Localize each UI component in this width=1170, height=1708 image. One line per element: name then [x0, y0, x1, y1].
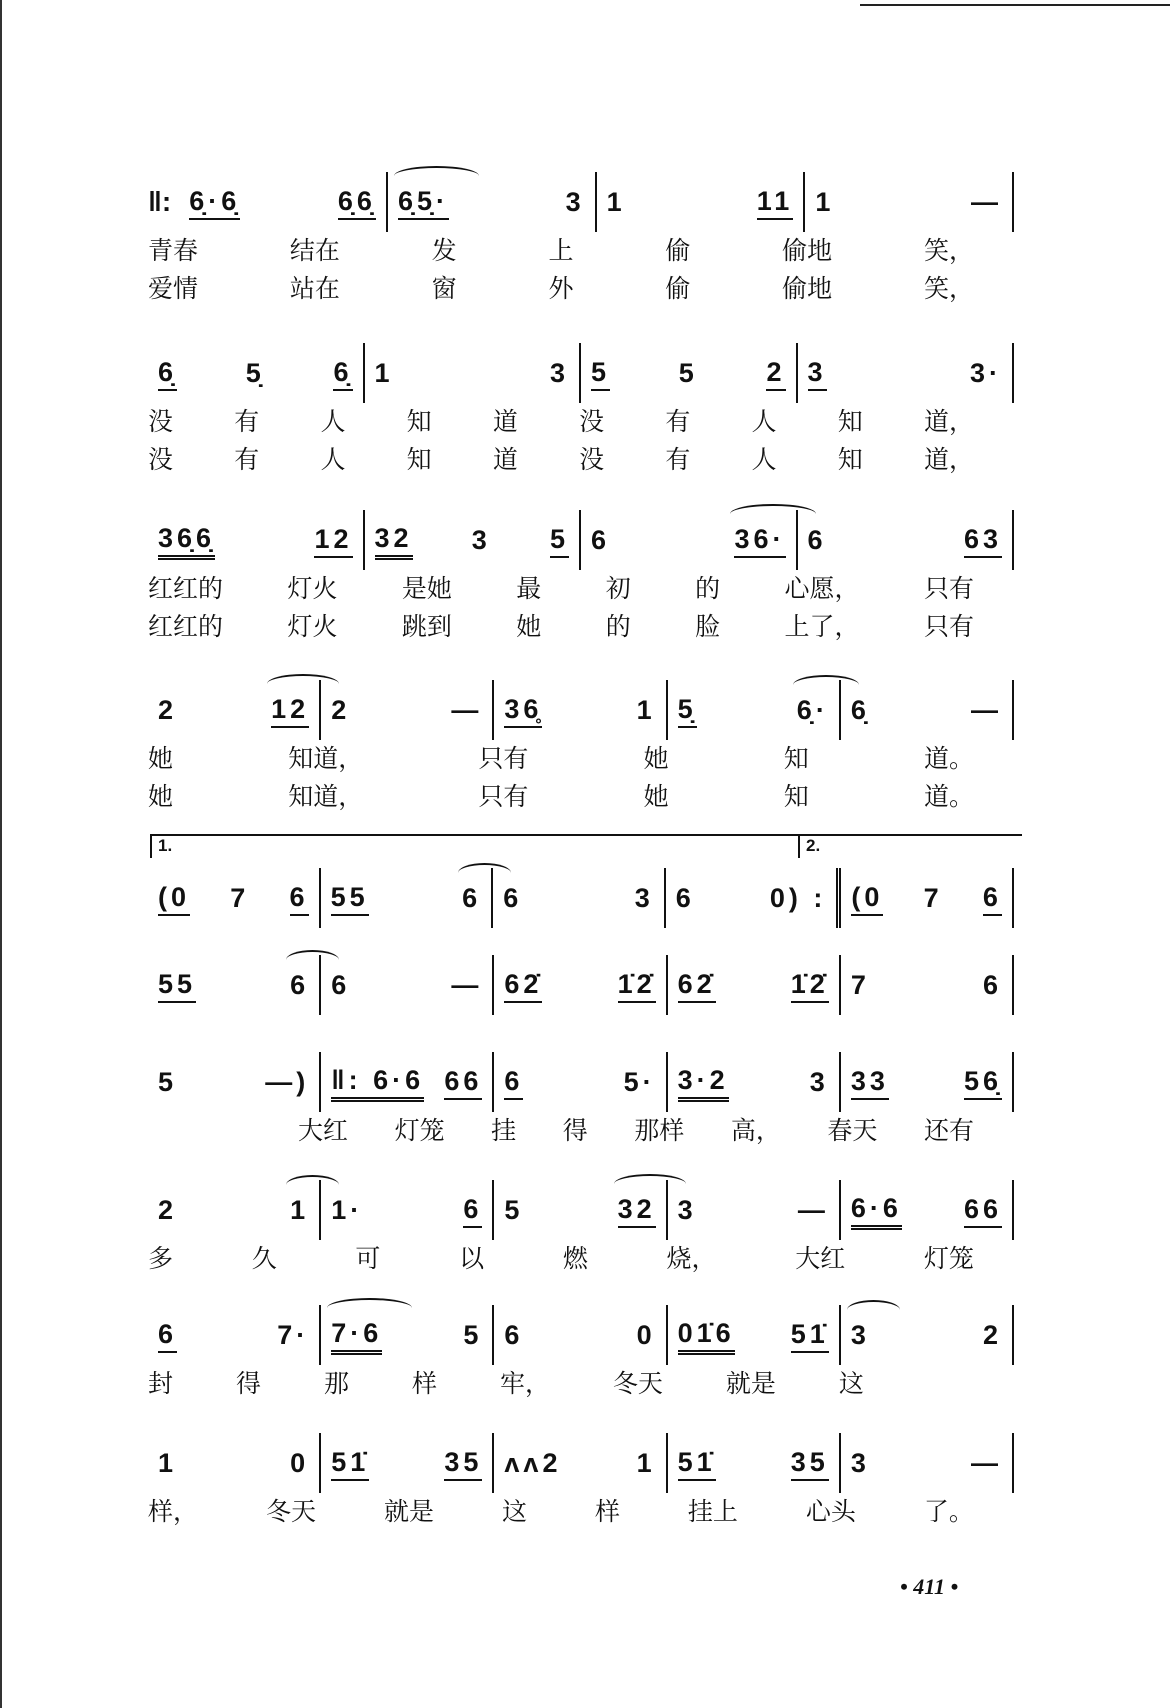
note-group: 56̣: [964, 1064, 1002, 1100]
note-group: 2: [766, 355, 785, 391]
lyric-syllable: 大红: [298, 1117, 349, 1145]
measure: [668, 1052, 841, 1112]
lyric-syllable: 知道，: [288, 745, 364, 773]
measure: [148, 343, 365, 403]
note-group: 6: [331, 970, 351, 1000]
note-group: 5: [504, 1195, 524, 1225]
note-group: 6̣: [158, 355, 177, 391]
measure: [841, 680, 1014, 740]
note-group: 55: [158, 967, 196, 1003]
lyric-syllable: 青春: [148, 237, 199, 265]
measure: [494, 1433, 667, 1493]
note-group: 5: [591, 355, 610, 391]
lyric-syllable: 她: [148, 783, 174, 811]
note-group: 3: [549, 358, 569, 388]
lyric-syllable: 有: [665, 446, 691, 474]
measure: [668, 955, 841, 1015]
lyrics-verse-1: [148, 1112, 1014, 1150]
measure: [365, 343, 582, 403]
notes-row: [148, 1052, 1014, 1112]
note-group: 12: [271, 692, 309, 728]
lyric-syllable: 初: [605, 575, 631, 603]
lyric-syllable: 高，: [730, 1117, 781, 1145]
note-group: 2: [158, 1195, 178, 1225]
measure: [321, 1052, 494, 1112]
note-group: 3: [809, 1067, 829, 1097]
lyric-syllable: 只有: [923, 613, 974, 641]
lyric-syllable: 最: [516, 575, 542, 603]
lyric-syllable: 上了，: [784, 613, 860, 641]
lyric-syllable: 牢，: [499, 1370, 550, 1398]
note-group: 7: [230, 883, 250, 913]
note-group: 12: [314, 522, 352, 558]
lyric-syllable: 道，: [923, 446, 974, 474]
lyric-syllable: 样: [411, 1370, 437, 1398]
lyrics-verse-1: [148, 1493, 1014, 1531]
score-system: [148, 510, 1014, 646]
note-group: 7: [850, 970, 870, 1000]
lyric-syllable: 封: [148, 1370, 174, 1398]
note-group: 3: [677, 1195, 697, 1225]
notes-row: [148, 1433, 1014, 1493]
lyric-syllable: 偷地: [782, 237, 833, 265]
note-group: 6̣·6̣: [189, 184, 240, 220]
measure: [365, 510, 582, 570]
lyrics-verse-1: [148, 740, 1014, 778]
lyric-syllable: 发: [431, 237, 457, 265]
score-system: [148, 955, 1014, 1015]
lyric-syllable: 只有: [923, 575, 974, 603]
measure: [321, 680, 494, 740]
measure: [666, 868, 842, 928]
measure: [494, 1180, 667, 1240]
measure: [668, 1305, 841, 1365]
note-group: 5: [550, 522, 569, 558]
lyric-syllable: 大红: [795, 1245, 846, 1273]
lyric-syllable: 多: [148, 1245, 174, 1273]
note-group: —: [451, 695, 483, 725]
score-system: [148, 680, 1014, 816]
notes-row: [148, 1305, 1014, 1365]
lyric-syllable: 是她: [401, 575, 452, 603]
lyric-syllable: 道: [492, 408, 518, 436]
lyric-syllable: 挂: [491, 1117, 517, 1145]
note-group: ᴧᴧ2: [504, 1448, 562, 1478]
lyric-syllable: 只有: [478, 783, 529, 811]
note-group: 5·: [623, 1067, 656, 1097]
notes-row: [148, 510, 1014, 570]
lyric-syllable: 脸: [695, 613, 721, 641]
lyric-syllable: 道。: [923, 745, 974, 773]
note-group: —): [265, 1067, 310, 1097]
lyric-syllable: 挂上: [687, 1498, 738, 1526]
measure: [841, 868, 1014, 928]
lyric-syllable: 偷地: [782, 275, 833, 303]
measure: [321, 868, 494, 928]
measure: [321, 955, 494, 1015]
score-system: [148, 343, 1014, 479]
notes-row: [148, 955, 1014, 1015]
measure: [597, 172, 806, 232]
note-group: 66: [964, 1192, 1002, 1228]
lyric-syllable: 知: [783, 783, 809, 811]
note-group: 3·2: [678, 1063, 729, 1102]
note-group: —: [971, 695, 1003, 725]
measure: [841, 1305, 1014, 1365]
lyric-syllable: 人: [320, 408, 346, 436]
note-group: 0: [290, 1448, 310, 1478]
lyric-syllable: 冬天: [265, 1498, 316, 1526]
note-group: 1̇2̇: [618, 967, 656, 1003]
note-group: 5: [158, 1067, 178, 1097]
note-group: 36·: [734, 522, 785, 558]
note-group: 63: [964, 522, 1002, 558]
measure: [148, 955, 321, 1015]
lyric-syllable: 有: [665, 408, 691, 436]
note-group: 51̇: [791, 1317, 829, 1353]
notes-row: [148, 343, 1014, 403]
note-group: 55: [331, 880, 369, 916]
lyric-syllable: 以: [459, 1245, 485, 1273]
lyric-syllable: 红红的: [148, 575, 224, 603]
lyrics-verse-1: [148, 1240, 1014, 1278]
measure: [668, 1180, 841, 1240]
measure: [494, 1305, 667, 1365]
lyrics-verse-1: [148, 403, 1014, 441]
lyrics-verse-2: [148, 441, 1014, 479]
lyric-syllable: 她: [643, 745, 669, 773]
measure: [581, 343, 798, 403]
note-group: 6: [290, 880, 309, 916]
lyric-syllable: 跳到: [401, 613, 452, 641]
lyric-syllable: 知: [406, 446, 432, 474]
lyric-syllable: 她: [148, 745, 174, 773]
lyric-syllable: 灯笼: [394, 1117, 445, 1145]
lyric-syllable: 人: [751, 408, 777, 436]
lyric-syllable: 心愿，: [784, 575, 860, 603]
lyric-syllable: 结在: [289, 237, 340, 265]
note-group: 51̇: [678, 1445, 716, 1481]
note-group: 35: [791, 1445, 829, 1481]
note-group: 2: [331, 695, 351, 725]
lyric-syllable: 有: [234, 446, 260, 474]
note-group: 36̣6̣: [158, 521, 215, 560]
measure: [841, 1180, 1014, 1240]
lyric-syllable: 偷: [665, 237, 691, 265]
lyric-syllable: 她: [516, 613, 542, 641]
lyric-syllable: 冬天: [612, 1370, 663, 1398]
note-group: 1·: [331, 1195, 364, 1225]
note-group: 3: [634, 883, 654, 913]
lyric-syllable: 偷: [665, 275, 691, 303]
note-group: 6: [983, 880, 1002, 916]
note-group: 6: [807, 525, 827, 555]
note-group: 33: [851, 1064, 889, 1100]
note-group: 6: [290, 970, 310, 1000]
lyric-syllable: 笑，: [923, 237, 974, 265]
note-group: 11: [757, 184, 794, 220]
note-group: 62̇: [678, 967, 716, 1003]
measure: [668, 1433, 841, 1493]
note-group: 6: [463, 1192, 482, 1228]
note-group: 1: [606, 187, 626, 217]
top-rule: [860, 4, 1170, 6]
lyric-syllable: 知: [406, 408, 432, 436]
measure: [148, 1180, 321, 1240]
score-system: [148, 172, 1014, 308]
note-group: —: [971, 1448, 1003, 1478]
lyric-syllable: 红红的: [148, 613, 224, 641]
lyric-syllable: 爱情: [148, 275, 199, 303]
lyric-syllable: 就是: [725, 1370, 776, 1398]
note-group: 3: [808, 355, 827, 391]
measure: [494, 680, 667, 740]
lyric-syllable: 上: [548, 237, 574, 265]
measure: [148, 510, 365, 570]
lyric-syllable: 灯火: [287, 613, 338, 641]
lyric-syllable: 知道，: [288, 783, 364, 811]
lyric-syllable: 了。: [923, 1498, 974, 1526]
lyric-syllable: 有: [234, 408, 260, 436]
volta-first-ending: 1.: [150, 836, 172, 858]
measure: [321, 1305, 494, 1365]
lyric-syllable: 样，: [148, 1498, 199, 1526]
note-group: 51̇: [331, 1445, 369, 1481]
measure: [148, 680, 321, 740]
lyric-syllable: 这: [838, 1370, 864, 1398]
lyrics-verse-1: [148, 232, 1014, 270]
note-group: 6̣: [850, 695, 870, 725]
note-group: 6̣: [333, 355, 352, 391]
note-group: 01̇6: [678, 1316, 735, 1355]
note-group: 32: [618, 1192, 656, 1228]
lyric-syllable: 的: [605, 613, 631, 641]
lyric-syllable: 得: [235, 1370, 261, 1398]
score-system: [148, 868, 1014, 928]
note-group: 3: [565, 187, 585, 217]
note-group: 35: [444, 1445, 482, 1481]
lyric-syllable: 人: [751, 446, 777, 474]
lyric-syllable: 只有: [478, 745, 529, 773]
note-group: 32: [375, 521, 413, 560]
note-group: 1: [636, 1448, 656, 1478]
measure: [148, 1052, 321, 1112]
page-number: • 411 •: [900, 1574, 959, 1599]
measure: [841, 1433, 1014, 1493]
lyric-syllable: 道，: [923, 408, 974, 436]
measure: [798, 510, 1015, 570]
lyrics-verse-2: [148, 270, 1014, 308]
lyric-syllable: 那: [323, 1370, 349, 1398]
note-group: 1: [815, 187, 835, 217]
notes-row: [148, 1180, 1014, 1240]
measure: [581, 510, 798, 570]
lyric-syllable: 人: [320, 446, 346, 474]
note-group: ‖: 6·6: [331, 1063, 424, 1102]
lyric-syllable: 还有: [923, 1117, 974, 1145]
note-group: 3: [850, 1448, 870, 1478]
measure: [321, 1180, 494, 1240]
measure: [841, 955, 1014, 1015]
lyric-syllable: 道: [492, 446, 518, 474]
lyrics-verse-2: [148, 778, 1014, 816]
note-group: (0: [158, 880, 190, 916]
note-group: 1: [636, 695, 656, 725]
note-group: 6̣5̣·: [398, 184, 449, 220]
lyrics-verse-2: [148, 608, 1014, 646]
lyric-syllable: 知: [837, 408, 863, 436]
volta-brackets: [150, 834, 1022, 858]
lyric-syllable: 就是: [383, 1498, 434, 1526]
lyric-syllable: 笑，: [923, 275, 974, 303]
lyric-syllable: 没: [579, 446, 605, 474]
lyric-syllable: 久: [251, 1245, 277, 1273]
note-group: 6̣·: [796, 695, 829, 725]
note-group: 36̥: [504, 692, 542, 728]
lyric-syllable: 燃: [562, 1245, 588, 1273]
note-group: 3: [471, 525, 491, 555]
note-group: 2: [158, 695, 178, 725]
lyric-syllable: 心头: [805, 1498, 856, 1526]
note-group: 1: [158, 1448, 178, 1478]
lyric-syllable: 没: [148, 408, 174, 436]
lyrics-verse-1: [148, 1365, 1014, 1403]
measure: [668, 680, 841, 740]
note-group: 5̣: [245, 358, 265, 388]
page-edge: [0, 0, 2, 1708]
note-group: —: [451, 970, 483, 1000]
notes-row: [148, 868, 1014, 928]
lyric-syllable: 灯笼: [923, 1245, 974, 1273]
note-group: 5: [678, 358, 698, 388]
note-group: 7: [923, 883, 943, 913]
note-group: 6: [675, 883, 695, 913]
note-group: 6̣6̣: [338, 184, 376, 220]
note-group: 62̇: [504, 967, 542, 1003]
lyric-syllable: 外: [548, 275, 574, 303]
measure: [388, 172, 597, 232]
note-group: 5̣: [678, 692, 697, 728]
note-group: 6: [158, 1317, 177, 1353]
note-group: 6: [591, 525, 611, 555]
measure: [148, 1305, 321, 1365]
lyric-syllable: 没: [579, 408, 605, 436]
lyric-syllable: 她: [643, 783, 669, 811]
volta-second-ending: 2.: [798, 836, 820, 858]
notes-row: [148, 680, 1014, 740]
lyric-syllable: 可: [355, 1245, 381, 1273]
lyric-syllable: 这: [501, 1498, 527, 1526]
note-group: (0: [851, 880, 883, 916]
measure: [494, 1052, 667, 1112]
measure: [841, 1052, 1014, 1112]
lyric-syllable: 灯火: [287, 575, 338, 603]
lyric-syllable: 知: [837, 446, 863, 474]
score-system: [148, 1433, 1014, 1531]
lyric-syllable: 样: [594, 1498, 620, 1526]
note-group: 66: [444, 1064, 482, 1100]
note-group: 7·6: [331, 1316, 382, 1355]
measure: [148, 1433, 321, 1493]
note-group: 3·: [969, 358, 1002, 388]
measure: [798, 343, 1015, 403]
note-group: 0: [636, 1320, 656, 1350]
note-group: 7·: [277, 1320, 310, 1350]
score-system: [148, 1180, 1014, 1278]
note-group: —: [797, 1195, 829, 1225]
lyric-syllable: 那样: [634, 1117, 685, 1145]
note-group: 6: [503, 883, 523, 913]
notes-row: [148, 172, 1014, 232]
note-group: 6·6: [851, 1191, 902, 1230]
note-group: 2: [982, 1320, 1003, 1350]
lyric-syllable: 烧，: [666, 1245, 717, 1273]
score-system: [148, 1052, 1014, 1150]
measure: [179, 172, 388, 232]
note-group: 6: [462, 883, 482, 913]
lyric-syllable: 得: [562, 1117, 588, 1145]
lyric-syllable: 道。: [923, 783, 974, 811]
lyric-syllable: 春天: [827, 1117, 878, 1145]
note-group: 5: [463, 1320, 483, 1350]
measure: [493, 868, 666, 928]
note-group: 1̇2̇: [791, 967, 829, 1003]
note-group: 1: [374, 358, 394, 388]
note-group: 0) :: [769, 883, 827, 913]
measure: [494, 955, 667, 1015]
measure: [805, 172, 1014, 232]
repeat-start-sign: ‖:: [148, 186, 172, 217]
lyrics-verse-1: [148, 570, 1014, 608]
lyric-syllable: 的: [695, 575, 721, 603]
lyric-syllable: 没: [148, 446, 174, 474]
lyric-syllable: 窗: [431, 275, 457, 303]
note-group: 6: [982, 970, 1003, 1000]
note-group: 1: [290, 1195, 310, 1225]
lyric-syllable: 知: [783, 745, 809, 773]
measure: [321, 1433, 494, 1493]
note-group: 6: [504, 1320, 524, 1350]
note-group: 3: [850, 1320, 870, 1350]
note-group: 6: [504, 1064, 523, 1100]
measure: [148, 868, 321, 928]
lyric-syllable: 站在: [289, 275, 340, 303]
score-system: [148, 1305, 1014, 1403]
note-group: —: [971, 187, 1003, 217]
